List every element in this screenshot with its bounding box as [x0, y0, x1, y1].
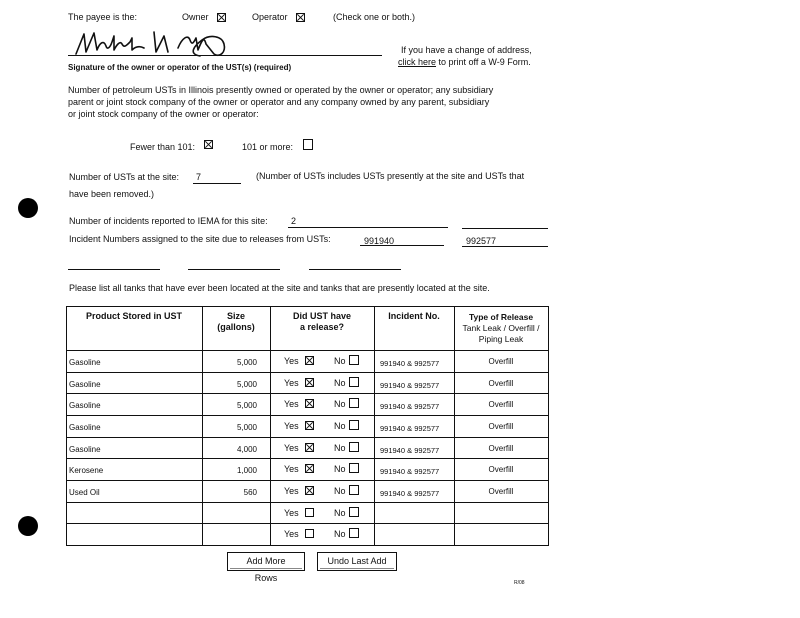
incident-number-5-underline: [309, 269, 401, 270]
product-cell[interactable]: Used Oil: [69, 488, 100, 497]
address-change-rest: to print off a W-9 Form.: [436, 57, 531, 67]
table-column-divider: [548, 306, 549, 546]
petroleum-question-line1: Number of petroleum USTs in Illinois presently owned or operated by the owner or operator; any subsidiary: [68, 85, 494, 95]
table-row-divider: [66, 458, 549, 459]
tanks-instruction: Please list all tanks that have ever been located at the site and tanks that are presently located at the site.: [69, 283, 490, 293]
release-type-cell[interactable]: Overfill: [488, 400, 514, 409]
incident-numbers-label: Incident Numbers assigned to the site due to releases from USTs:: [69, 234, 331, 244]
header-size: [202, 311, 270, 333]
no-label: No: [334, 464, 346, 474]
product-cell[interactable]: Gasoline: [69, 380, 101, 389]
punch-hole-bottom: [18, 516, 38, 536]
incident-cell[interactable]: 991940 & 992577: [380, 381, 440, 390]
table-column-divider: [270, 306, 271, 546]
table-row-divider: [66, 393, 549, 394]
w9-form-link[interactable]: click here: [398, 57, 437, 67]
address-change-line1: If you have a change of address,: [401, 45, 532, 55]
fewer-than-101-checkbox[interactable]: [204, 140, 213, 149]
release-yes-checkbox[interactable]: [305, 486, 314, 495]
table-row-divider: [66, 480, 549, 481]
release-no-checkbox[interactable]: [349, 463, 359, 473]
release-yes-checkbox[interactable]: [305, 464, 314, 473]
usts-at-site-underline: [193, 183, 241, 184]
petroleum-question-line2: parent or joint stock company of the owner or operator and any company owned by any parent, subsidiary: [68, 97, 490, 107]
operator-label: Operator: [252, 12, 288, 22]
header-type-line1: Type of Release: [468, 312, 534, 322]
incident-cell[interactable]: 991940 & 992577: [380, 467, 440, 476]
header-incident: Incident No.: [388, 311, 440, 321]
yes-label: Yes: [284, 529, 299, 539]
incident-cell[interactable]: 991940 & 992577: [380, 489, 440, 498]
more-than-101-checkbox[interactable]: [303, 139, 313, 150]
yes-label: Yes: [284, 399, 299, 409]
release-type-cell[interactable]: Overfill: [488, 487, 514, 496]
size-cell[interactable]: 4,000: [236, 445, 257, 454]
release-yes-checkbox[interactable]: [305, 356, 314, 365]
size-cell[interactable]: 5,000: [236, 423, 257, 432]
incident-number-1-underline: [360, 245, 444, 246]
incident-count-label: Number of incidents reported to IEMA for this site:: [69, 216, 268, 226]
table-column-divider: [66, 306, 67, 546]
incident-number-1[interactable]: 991940: [364, 236, 395, 246]
more-than-101-label: 101 or more:: [242, 142, 294, 152]
release-no-checkbox[interactable]: [349, 507, 359, 517]
table-border-bottom: [66, 545, 549, 546]
usts-at-site-value[interactable]: 7: [196, 172, 202, 182]
yes-label: Yes: [284, 464, 299, 474]
incident-count-underline-extra: [462, 228, 548, 229]
release-yes-checkbox[interactable]: [305, 508, 314, 517]
release-no-checkbox[interactable]: [349, 485, 359, 495]
release-yes-checkbox[interactable]: [305, 399, 314, 408]
header-release-line1: Did UST have: [292, 311, 351, 321]
owner-signature: [70, 26, 240, 62]
release-yes-checkbox[interactable]: [305, 529, 314, 538]
size-cell[interactable]: 5,000: [236, 380, 257, 389]
yes-label: Yes: [284, 356, 299, 366]
usts-note-line2: have been removed.): [69, 189, 155, 199]
signature-caption: Signature of the owner or operator of the UST(s) (required): [68, 63, 292, 72]
release-yes-checkbox[interactable]: [305, 443, 314, 452]
size-cell[interactable]: 1,000: [236, 466, 257, 475]
payee-note: (Check one or both.): [333, 12, 416, 22]
product-cell[interactable]: Gasoline: [69, 445, 101, 454]
yes-label: Yes: [284, 443, 299, 453]
no-label: No: [334, 378, 346, 388]
petroleum-question-line3: or joint stock company of the owner or operator:: [68, 109, 259, 119]
table-row-divider: [66, 502, 549, 503]
yes-label: Yes: [284, 378, 299, 388]
yes-label: Yes: [284, 486, 299, 496]
table-border-top: [66, 306, 549, 307]
release-yes-checkbox[interactable]: [305, 378, 314, 387]
incident-cell[interactable]: 991940 & 992577: [380, 424, 440, 433]
table-header-divider: [66, 350, 549, 351]
product-cell[interactable]: Kerosene: [69, 466, 104, 475]
payee-label: The payee is the:: [68, 12, 138, 22]
yes-label: Yes: [284, 421, 299, 431]
header-size-line1: Size: [226, 311, 245, 321]
release-no-checkbox[interactable]: [349, 442, 359, 452]
incident-count-value[interactable]: 2: [291, 216, 297, 226]
no-label: No: [334, 508, 346, 518]
no-label: No: [334, 399, 346, 409]
incident-cell[interactable]: 991940 & 992577: [380, 402, 440, 411]
table-column-divider: [454, 306, 455, 546]
add-more-rows-button[interactable]: Add More Rows: [227, 552, 305, 571]
owner-label: Owner: [182, 12, 209, 22]
release-no-checkbox[interactable]: [349, 420, 359, 430]
fewer-than-101-label: Fewer than 101:: [130, 142, 196, 152]
table-row-divider: [66, 415, 549, 416]
undo-last-add-button[interactable]: Undo Last Add: [317, 552, 397, 571]
incident-count-underline: [288, 227, 448, 228]
table-row-divider: [66, 437, 549, 438]
operator-checkbox[interactable]: [296, 13, 305, 22]
release-type-cell[interactable]: Overfill: [488, 379, 514, 388]
usts-note-line1: (Number of USTs includes USTs presently at the site and USTs that: [256, 171, 525, 181]
header-release-line2: a release?: [299, 322, 345, 332]
signature-line: [68, 55, 382, 56]
release-type-cell[interactable]: Overfill: [488, 465, 514, 474]
header-product: Product Stored in UST: [85, 311, 182, 321]
release-yes-checkbox[interactable]: [305, 421, 314, 430]
header-release: [270, 311, 374, 333]
header-type-line3: Piping Leak: [478, 334, 524, 344]
no-label: No: [334, 421, 346, 431]
header-type: [454, 312, 548, 345]
release-no-checkbox[interactable]: [349, 355, 359, 365]
table-column-divider: [202, 306, 203, 546]
usts-at-site-label: Number of USTs at the site:: [69, 172, 180, 182]
incident-number-4-underline: [188, 269, 280, 270]
header-size-line2: (gallons): [217, 322, 255, 332]
release-no-checkbox[interactable]: [349, 377, 359, 387]
no-label: No: [334, 486, 346, 496]
release-type-cell[interactable]: Overfill: [488, 444, 514, 453]
release-no-checkbox[interactable]: [349, 528, 359, 538]
product-cell[interactable]: Gasoline: [69, 423, 101, 432]
page-code: R/08: [514, 580, 525, 586]
no-label: No: [334, 356, 346, 366]
yes-label: Yes: [284, 508, 299, 518]
release-type-cell[interactable]: Overfill: [488, 422, 514, 431]
no-label: No: [334, 443, 346, 453]
address-change-line2: [398, 57, 531, 67]
release-type-cell[interactable]: Overfill: [488, 357, 514, 366]
no-label: No: [334, 529, 346, 539]
size-cell[interactable]: 560: [243, 488, 257, 497]
table-row-divider: [66, 372, 549, 373]
table-column-divider: [374, 306, 375, 546]
product-cell[interactable]: Gasoline: [69, 358, 101, 367]
product-cell[interactable]: Gasoline: [69, 401, 101, 410]
table-row-divider: [66, 523, 549, 524]
owner-checkbox[interactable]: [217, 13, 226, 22]
release-no-checkbox[interactable]: [349, 398, 359, 408]
incident-number-2[interactable]: 992577: [466, 236, 497, 246]
size-cell[interactable]: 5,000: [236, 358, 257, 367]
incident-number-2-underline: [462, 246, 548, 247]
incident-number-3-underline: [68, 269, 160, 270]
incident-cell[interactable]: 991940 & 992577: [380, 446, 440, 455]
punch-hole-top: [18, 198, 38, 218]
incident-cell[interactable]: 991940 & 992577: [380, 359, 440, 368]
size-cell[interactable]: 5,000: [236, 401, 257, 410]
header-type-line2: Tank Leak / Overfill /: [462, 323, 540, 333]
